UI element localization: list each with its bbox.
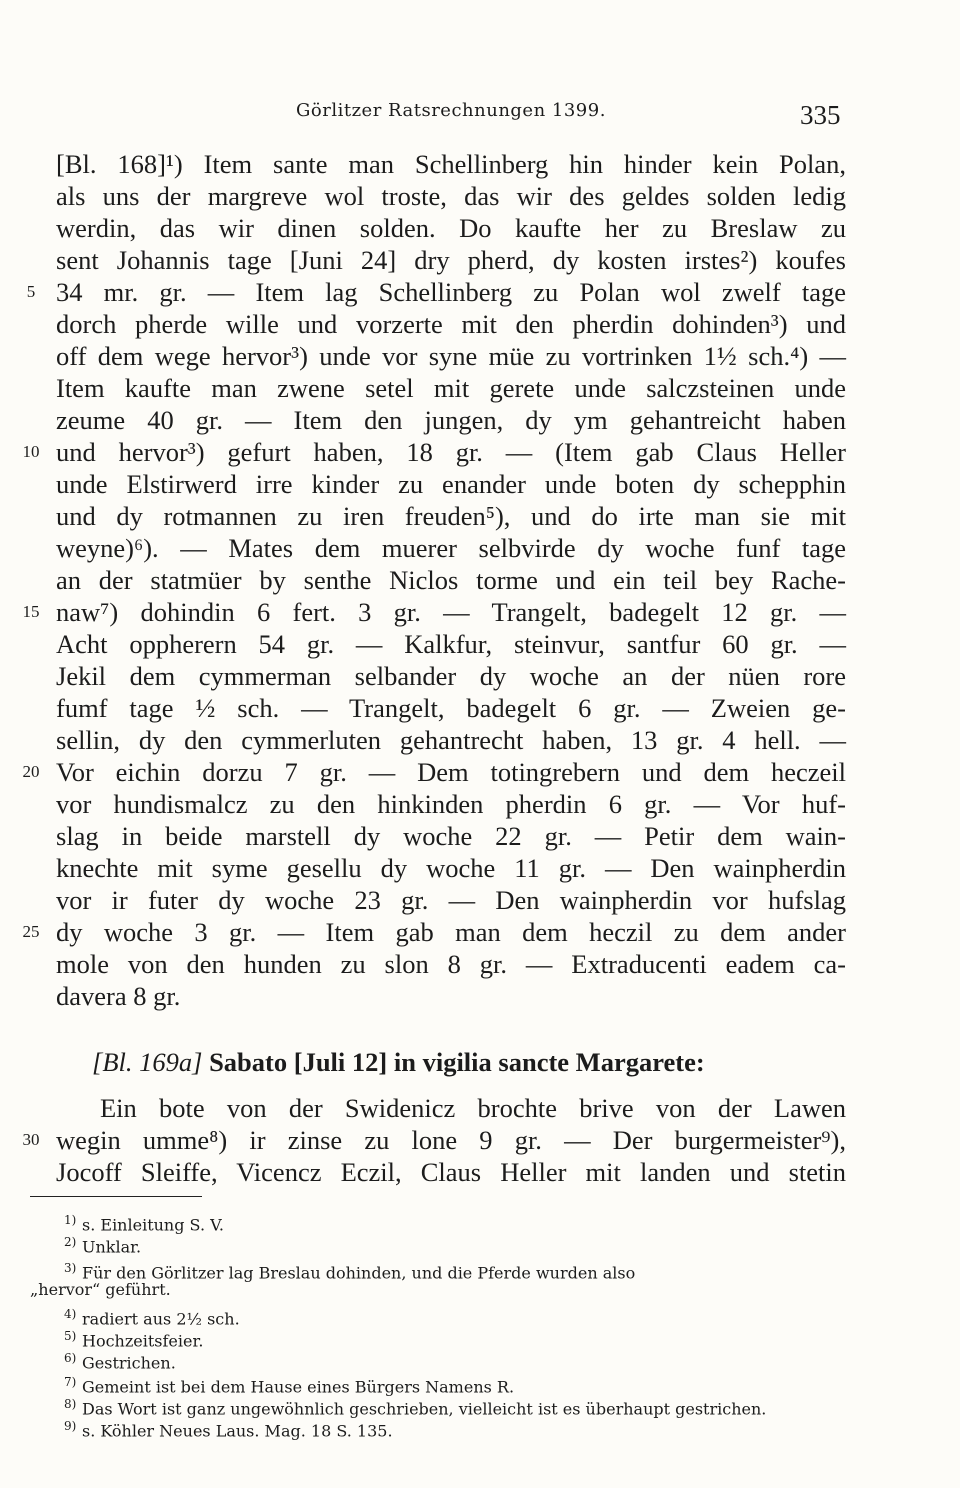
footnote-text: Gemeint ist bei dem Hause eines Bürgers Namens R.	[82, 1377, 515, 1397]
page-header	[0, 100, 960, 134]
footnote-text: Für den Görlitzer lag Breslau dohinden, und die Pferde wurden also	[82, 1263, 636, 1283]
line-number: 15	[22, 602, 40, 621]
running-head: Görlitzer Ratsrechnungen 1399.	[296, 100, 606, 121]
footnote	[64, 1210, 844, 1235]
line-number: 10	[22, 442, 40, 461]
text-line: slag in beide marstell dy woche 22 gr. — Petir dem wain-	[56, 821, 846, 851]
text-line: davera 8 gr.	[56, 981, 181, 1011]
footnote-mark: 5)	[64, 1329, 77, 1343]
text-line: fumf tage ½ sch. — Trangelt, badegelt 6 gr. — Zweien ge-	[56, 693, 846, 723]
footnote-mark: 3)	[64, 1261, 77, 1275]
text-line: Ein bote von der Swidenicz brochte brive von der Lawen	[100, 1093, 846, 1123]
text-line: Acht oppherern 54 gr. — Kalkfur, steinvur, santfur 60 gr. —	[56, 629, 846, 659]
footnote-mark: 1)	[64, 1213, 77, 1227]
footnote	[64, 1416, 844, 1441]
footnote-text: s. Einleitung S. V.	[82, 1215, 224, 1235]
text-line: unde Elstirwerd irre kinder zu enander unde boten dy schepphin	[56, 469, 846, 499]
text-line: weyne)⁶). — Mates dem muerer selbvirde dy woche funf tage	[56, 533, 846, 563]
text-line: [Bl. 168]¹) Item sante man Schellinberg hin hinder kein Polan,	[56, 149, 846, 179]
text-line: dorch pherde wille und vorzerte mit den pherdin dohinden³) und	[56, 309, 846, 339]
section-heading	[92, 1046, 792, 1078]
footnote	[64, 1326, 844, 1351]
text-line: naw⁷) dohindin 6 fert. 3 gr. — Trangelt, badegelt 12 gr. —	[56, 597, 846, 627]
footnote-mark: 6)	[64, 1351, 77, 1365]
text-line: dy woche 3 gr. — Item gab man dem heczil zu dem ander	[56, 917, 846, 947]
footnote-text: s. Köhler Neues Laus. Mag. 18 S. 135.	[82, 1421, 393, 1441]
footnote	[64, 1232, 844, 1257]
line-number: 30	[22, 1130, 40, 1149]
text-line: werdin, das wir dinen solden. Do kaufte her zu Breslaw zu	[56, 213, 846, 243]
section-title: Sabato [Juli 12] in vigilia sancte Margarete:	[209, 1047, 705, 1077]
text-line: Item kaufte man zwene setel mit gerete unde salczsteinen unde	[56, 373, 846, 403]
text-line: an der statmüer by senthe Niclos torme und ein teil bey Rache-	[56, 565, 846, 595]
footnote-mark: 4)	[64, 1307, 77, 1321]
footnote-text: Hochzeitsfeier.	[82, 1331, 204, 1351]
text-line: Jekil dem cymmerman selbander dy woche an der nüen rore	[56, 661, 846, 691]
text-line: mole von den hunden zu slon 8 gr. — Extraducenti eadem ca-	[56, 949, 846, 979]
footnote-mark: 8)	[64, 1397, 77, 1411]
page-number: 335	[800, 100, 841, 130]
text-line: Vor eichin dorzu 7 gr. — Dem totingrebern und dem heczeil	[56, 757, 846, 787]
footnote-divider	[30, 1196, 202, 1197]
footnote-continuation: „hervor“ geführt.	[30, 1280, 171, 1299]
text-line: und dy rotmannen zu iren freuden⁵), und do irte man sie mit	[56, 501, 846, 531]
footnote-text: Gestrichen.	[82, 1353, 176, 1373]
footnote-mark: 9)	[64, 1419, 77, 1433]
footnote	[64, 1304, 844, 1329]
footnote-text: Unklar.	[82, 1237, 142, 1257]
text-line: vor hundismalcz zu den hinkinden pherdin 6 gr. — Vor huf-	[56, 789, 846, 819]
line-number: 20	[22, 762, 40, 781]
text-line: knechte mit syme gesellu dy woche 11 gr. — Den wainpherdin	[56, 853, 846, 883]
footnote-mark: 7)	[64, 1375, 77, 1389]
footnote-text: radiert aus 2½ sch.	[82, 1309, 240, 1329]
footnote	[64, 1258, 844, 1283]
line-number: 5	[26, 282, 36, 301]
text-line: Jocoff Sleiffe, Vicencz Eczil, Claus Heller mit landen und stetin	[56, 1157, 846, 1187]
footnote	[64, 1348, 844, 1373]
footnote-text: Das Wort ist ganz ungewöhnlich geschrieben, vielleicht ist es überhaupt gestrichen.	[82, 1399, 767, 1419]
line-number: 25	[22, 922, 40, 941]
text-line: zeume 40 gr. — Item den jungen, dy ym gehantreicht haben	[56, 405, 846, 435]
text-line: sent Johannis tage [Juni 24] dry pherd, dy kosten irstes²) koufes	[56, 245, 846, 275]
folio-reference: [Bl. 169a]	[92, 1047, 203, 1077]
text-line: sellin, dy den cymmerluten gehantrecht haben, 13 gr. 4 hell. —	[56, 725, 846, 755]
footnote	[64, 1372, 844, 1397]
text-line: und hervor³) gefurt haben, 18 gr. — (Item gab Claus Heller	[56, 437, 846, 467]
footnote	[64, 1394, 844, 1419]
text-line: wegin umme⁸) ir zinse zu lone 9 gr. — Der burgermeister⁹),	[56, 1125, 846, 1155]
text-line: vor ir futer dy woche 23 gr. — Den wainpherdin vor hufslag	[56, 885, 846, 915]
text-line: off dem wege hervor³) unde vor syne müe zu vortrinken 1½ sch.⁴) —	[56, 341, 846, 371]
text-line: als uns der margreve wol troste, das wir des geldes solden ledig	[56, 181, 846, 211]
footnote-mark: 2)	[64, 1235, 77, 1249]
text-line: 34 mr. gr. — Item lag Schellinberg zu Polan wol zwelf tage	[56, 277, 846, 307]
